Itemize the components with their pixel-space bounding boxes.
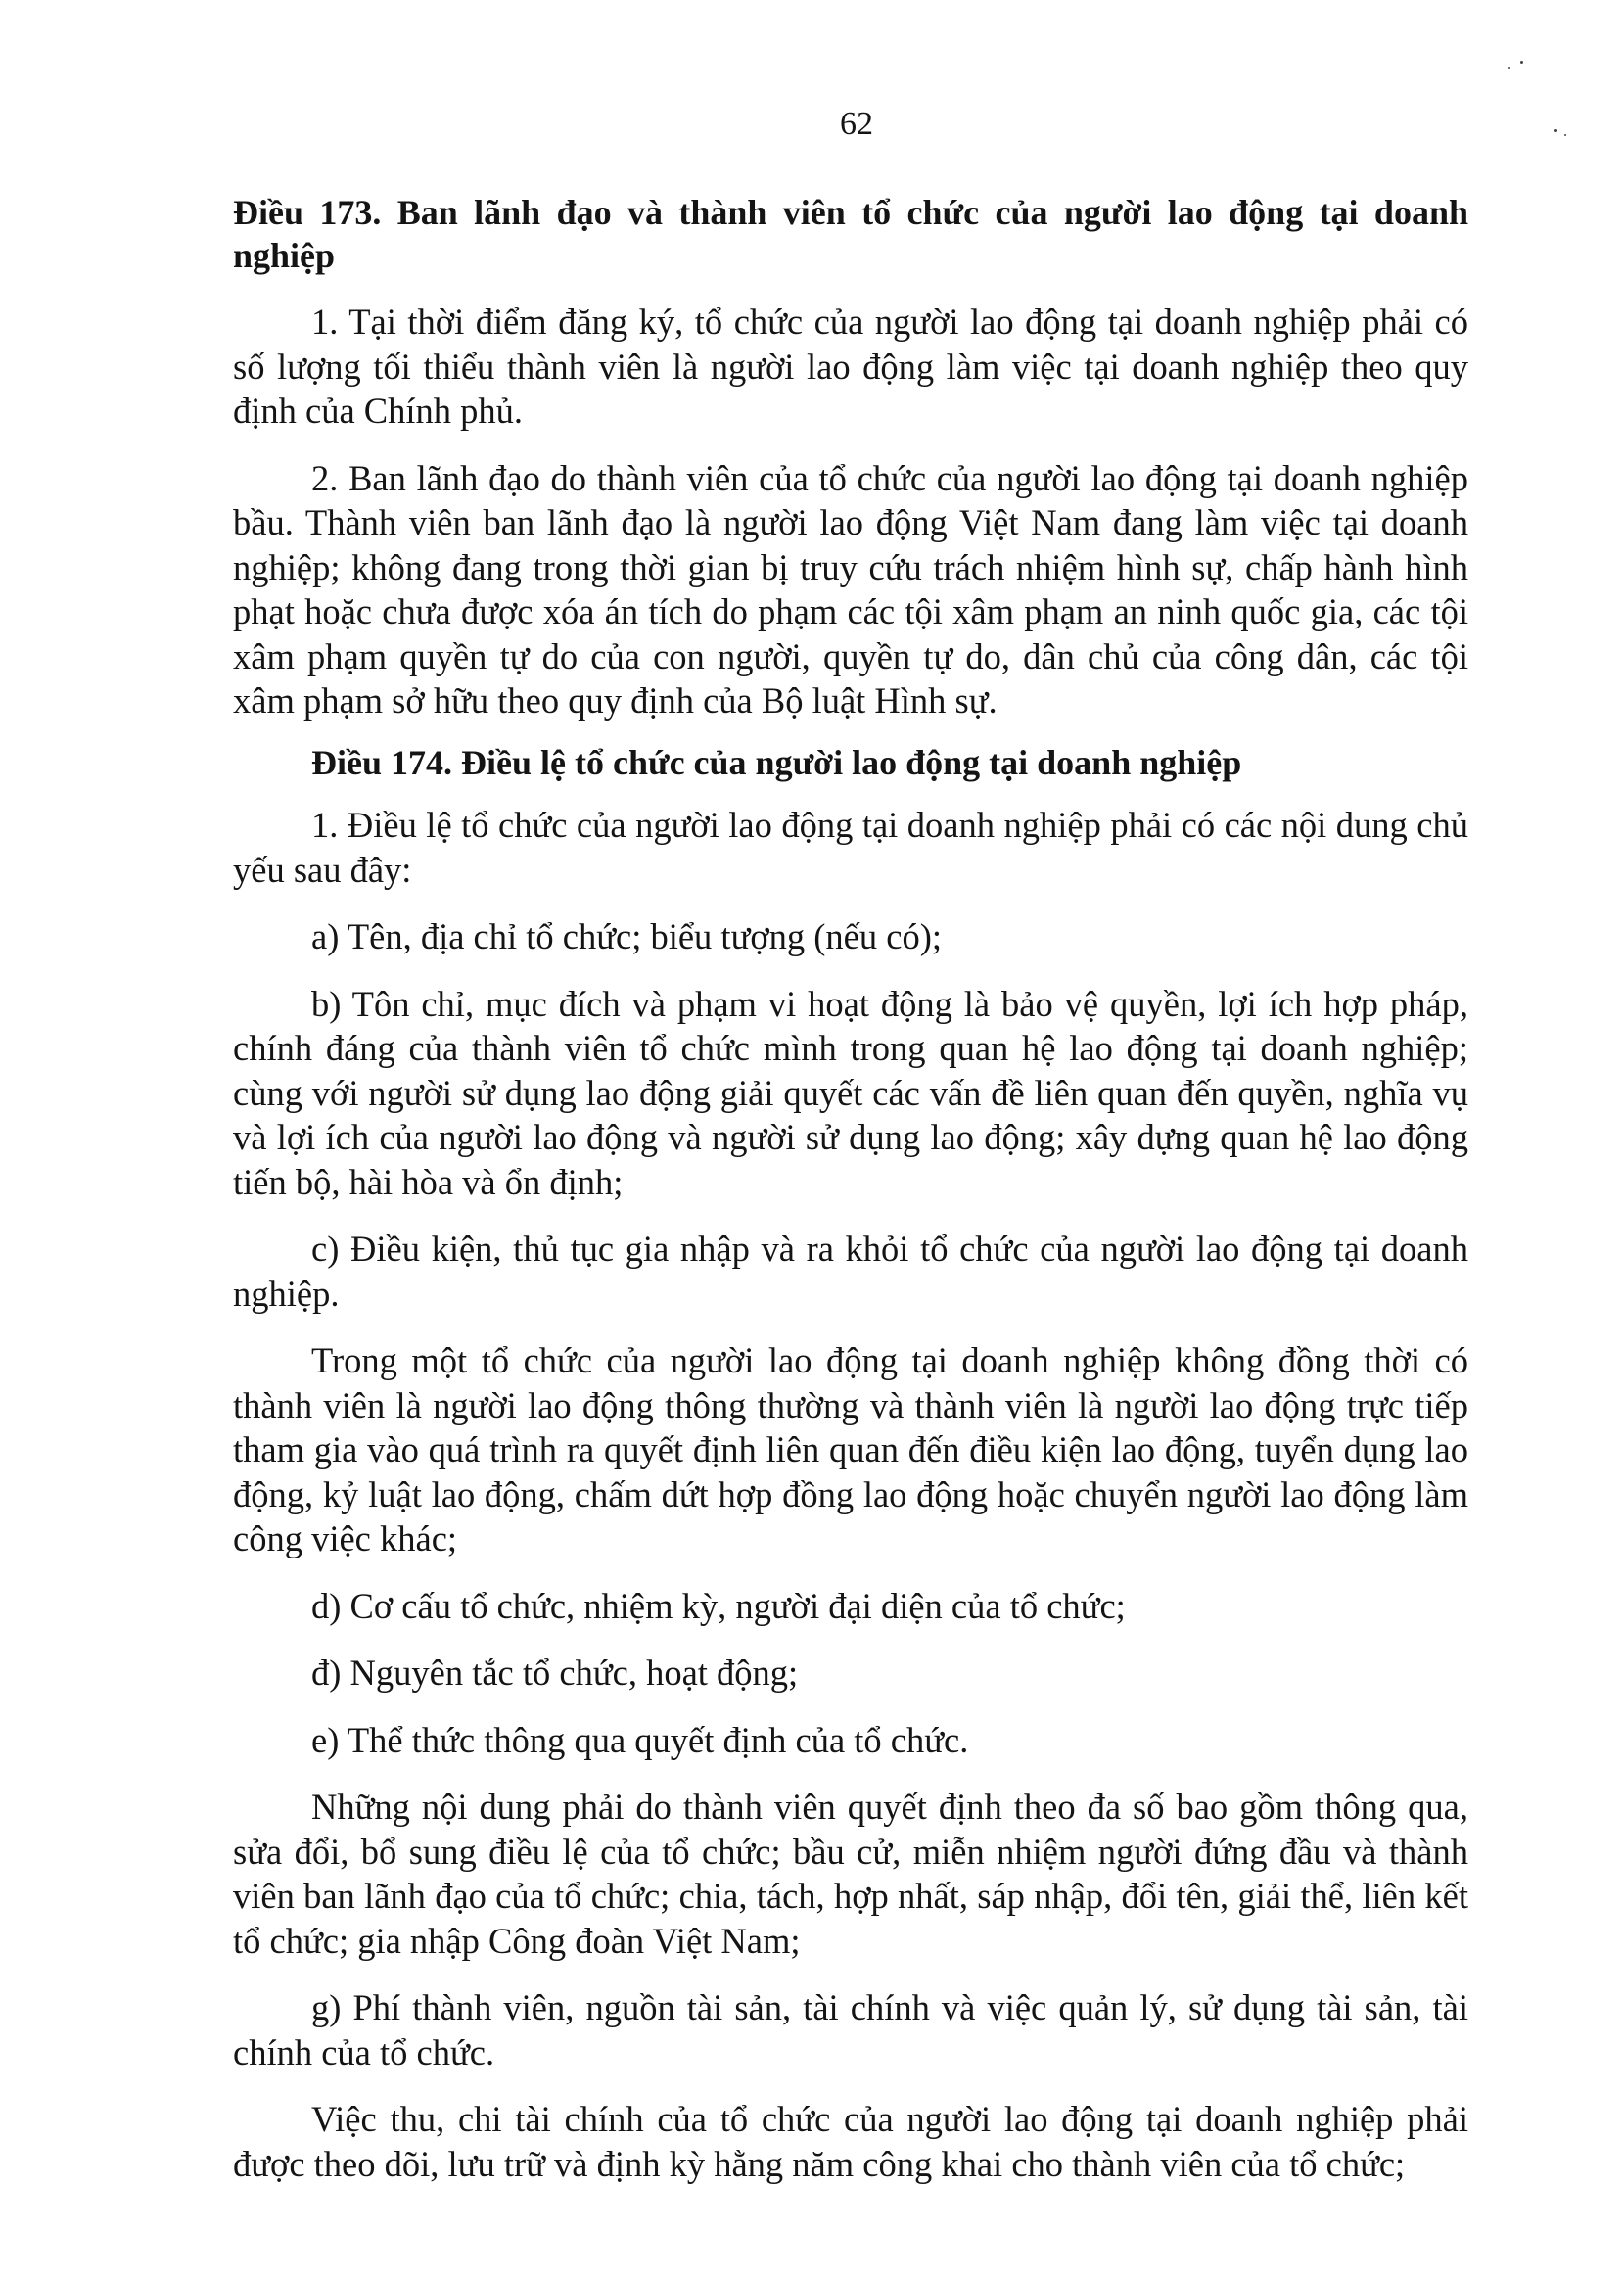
article-173-paragraph-1: 1. Tại thời điểm đăng ký, tổ chức của người lao động tại doanh nghiệp phải có số lượng tối thiểu thành viên là người lao động làm việc tại doanh nghiệp theo quy định của Chính phủ. xyxy=(233,302,1468,431)
article-174-item-dd: đ) Nguyên tắc tổ chức, hoạt động; xyxy=(311,1652,799,1693)
article-174-item-b: b) Tôn chỉ, mục đích và phạm vi hoạt động là bảo vệ quyền, lợi ích hợp pháp, chính đáng của thành viên tổ chức mình trong quan hệ lao động tại doanh nghiệp; cùng với người sử dụng lao động giải quyết các vấn đề liên quan đến quyền, nghĩa vụ và lợi ích của người lao động và người sử dụng lao động; xây dựng quan hệ lao động tiến bộ, hài hòa và ổn định; xyxy=(233,983,1468,1202)
article-174-item-g-note: Việc thu, chi tài chính của tổ chức của người lao động tại doanh nghiệp phải được theo dõi, lưu trữ và định kỳ hằng năm công khai cho thành viên của tổ chức; xyxy=(233,2099,1468,2184)
article-174-item-c-note: Trong một tổ chức của người lao động tại doanh nghiệp không đồng thời có thành viên là người lao động thông thường và thành viên là người lao động trực tiếp tham gia vào quá trình ra quyết định liên quan đến điều kiện lao động, tuyển dụng lao động, kỷ luật lao động, chấm dứt hợp đồng lao động hoặc chuyển người lao động làm công việc khác; xyxy=(233,1340,1468,1558)
article-174-item-a: a) Tên, địa chỉ tổ chức; biểu tượng (nếu có); xyxy=(311,916,943,956)
article-174-paragraph-1: 1. Điều lệ tổ chức của người lao động tại doanh nghiệp phải có các nội dung chủ yếu sau đây: xyxy=(233,805,1468,890)
scan-speck xyxy=(1508,67,1510,69)
article-174-heading: Điều 174. Điều lệ tổ chức của người lao động tại doanh nghiệp xyxy=(311,742,1242,782)
article-174-item-e-note: Những nội dung phải do thành viên quyết định theo đa số bao gồm thông qua, sửa đổi, bổ sung điều lệ của tổ chức; bầu cử, miễn nhiệm người đứng đầu và thành viên ban lãnh đạo của tổ chức; chia, tách, hợp nhất, sáp nhập, đổi tên, giải thể, liên kết tổ chức; gia nhập Công đoàn Việt Nam; xyxy=(233,1787,1468,1961)
page-number: 62 xyxy=(840,106,873,142)
article-174-item-e: e) Thể thức thông qua quyết định của tổ chức. xyxy=(311,1719,969,1760)
article-174-item-c: c) Điều kiện, thủ tục gia nhập và ra khỏi tổ chức của người lao động tại doanh nghiệp. xyxy=(233,1229,1468,1314)
scan-speck xyxy=(1520,61,1523,64)
article-173-paragraph-2: 2. Ban lãnh đạo do thành viên của tổ chức của người lao động tại doanh nghiệp bầu. Thành viên ban lãnh đạo là người lao động Việt Nam đang làm việc tại doanh nghiệp; không đang trong thời gian bị truy cứu trách nhiệm hình sự, chấp hành hình phạt hoặc chưa được xóa án tích do phạm các tội xâm phạm an ninh quốc gia, các tội xâm phạm quyền tự do của con người, quyền tự do, dân chủ của công dân, các tội xâm phạm sở hữu theo quy định của Bộ luật Hình sự. xyxy=(233,457,1468,721)
article-173-heading: Điều 173. Ban lãnh đạo và thành viên tổ chức của người lao động tại doanh nghiệp xyxy=(233,193,1468,275)
document-body xyxy=(233,191,1468,2209)
article-174-item-d: d) Cơ cấu tổ chức, nhiệm kỳ, người đại diện của tổ chức; xyxy=(311,1585,1126,1626)
article-174-item-g: g) Phí thành viên, nguồn tài sản, tài chính và việc quản lý, sử dụng tài sản, tài chính của tổ chức. xyxy=(233,1987,1468,2072)
